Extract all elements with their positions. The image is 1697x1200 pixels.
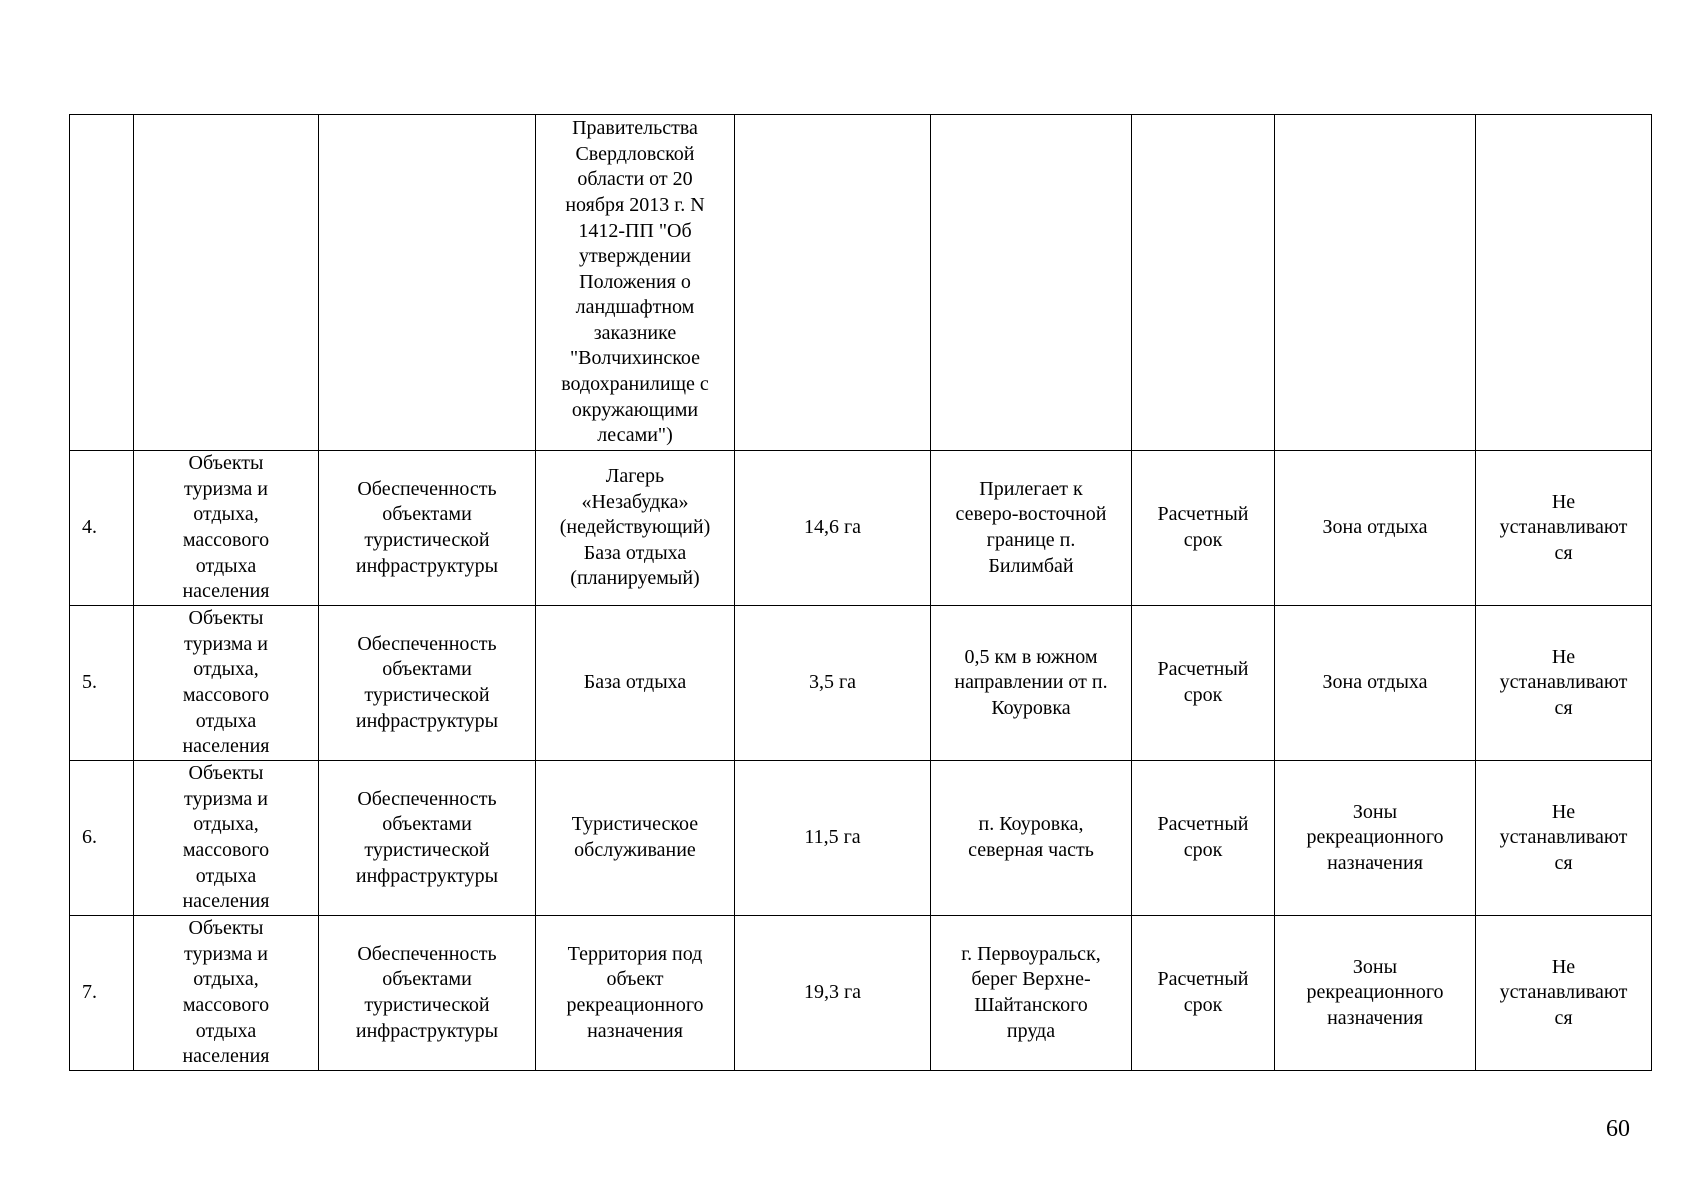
page-number: 60 xyxy=(1606,1116,1630,1142)
table-row-continued xyxy=(70,115,1652,451)
cell-area: 19,3 га xyxy=(735,916,931,1071)
cell-object-type: Объекты туризма и отдыха, массового отдыха населения xyxy=(134,761,319,916)
cell-indicator: Обеспеченность объектами туристической инфраструктуры xyxy=(319,451,536,606)
cell-object-name: Территория под объект рекреационного назначения xyxy=(536,916,735,1071)
cell-term: Расчетный срок xyxy=(1132,761,1275,916)
cell-area: 11,5 га xyxy=(735,761,931,916)
cell-object-type xyxy=(134,115,319,451)
table-row xyxy=(70,761,1652,916)
cell-object-name: База отдыха xyxy=(536,606,735,761)
cell-number xyxy=(70,115,134,451)
cell-term: Расчетный срок xyxy=(1132,451,1275,606)
cell-location: 0,5 км в южном направлении от п. Коуровка xyxy=(931,606,1132,761)
cell-object-name: Лагерь «Незабудка» (недействующий) База отдыха (планируемый) xyxy=(536,451,735,606)
cell-number: 6. xyxy=(70,761,134,916)
cell-number: 5. xyxy=(70,606,134,761)
cell-indicator: Обеспеченность объектами туристической инфраструктуры xyxy=(319,761,536,916)
cell-protection-zone: Не устанавливают ся xyxy=(1476,606,1652,761)
cell-term xyxy=(1132,115,1275,451)
table-row xyxy=(70,451,1652,606)
cell-number: 7. xyxy=(70,916,134,1071)
cell-area: 14,6 га xyxy=(735,451,931,606)
cell-term: Расчетный срок xyxy=(1132,916,1275,1071)
cell-zone: Зона отдыха xyxy=(1275,606,1476,761)
cell-object-type: Объекты туризма и отдыха, массового отдыха населения xyxy=(134,916,319,1071)
cell-indicator: Обеспеченность объектами туристической инфраструктуры xyxy=(319,606,536,761)
table-row xyxy=(70,606,1652,761)
cell-location: Прилегает к северо-восточной границе п. Билимбай xyxy=(931,451,1132,606)
cell-object-type: Объекты туризма и отдыха, массового отдыха населения xyxy=(134,606,319,761)
cell-area xyxy=(735,115,931,451)
cell-document-reference: Правительства Свердловской области от 20 ноября 2013 г. N 1412-ПП "Об утверждении Положения о ландшафтном заказнике "Волчихинское водохранилище с окружающими лесами") xyxy=(536,115,735,451)
cell-location: п. Коуровка, северная часть xyxy=(931,761,1132,916)
cell-zone: Зоны рекреационного назначения xyxy=(1275,916,1476,1071)
cell-protection-zone: Не устанавливают ся xyxy=(1476,451,1652,606)
cell-location xyxy=(931,115,1132,451)
recreation-objects-table xyxy=(69,114,1652,1071)
cell-object-name: Туристическое обслуживание xyxy=(536,761,735,916)
cell-zone xyxy=(1275,115,1476,451)
cell-object-type: Объекты туризма и отдыха, массового отдыха населения xyxy=(134,451,319,606)
cell-protection-zone: Не устанавливают ся xyxy=(1476,761,1652,916)
cell-protection-zone: Не устанавливают ся xyxy=(1476,916,1652,1071)
cell-number: 4. xyxy=(70,451,134,606)
cell-area: 3,5 га xyxy=(735,606,931,761)
cell-zone: Зона отдыха xyxy=(1275,451,1476,606)
cell-indicator xyxy=(319,115,536,451)
cell-zone: Зоны рекреационного назначения xyxy=(1275,761,1476,916)
table-row xyxy=(70,916,1652,1071)
cell-indicator: Обеспеченность объектами туристической инфраструктуры xyxy=(319,916,536,1071)
cell-term: Расчетный срок xyxy=(1132,606,1275,761)
cell-location: г. Первоуральск, берег Верхне- Шайтанского пруда xyxy=(931,916,1132,1071)
cell-protection-zone xyxy=(1476,115,1652,451)
